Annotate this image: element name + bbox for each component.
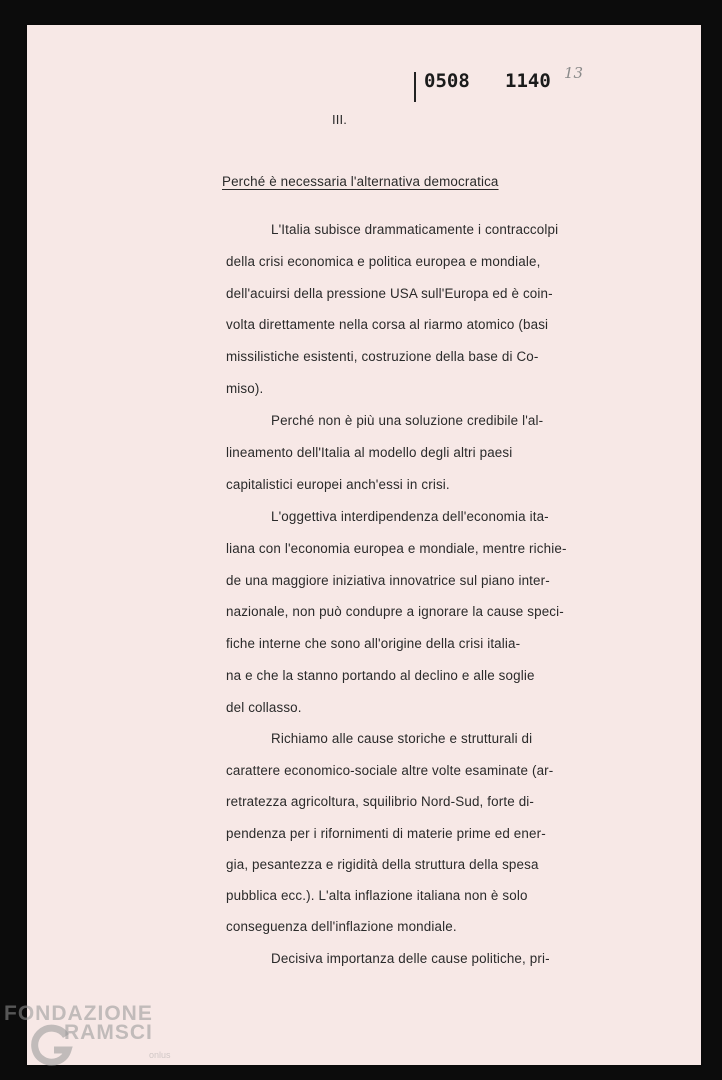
body-line: del collasso. — [226, 700, 302, 715]
body-line: na e che la stanno portando al declino e alle soglie — [226, 668, 535, 683]
body-line: liana con l'economia europea e mondiale, mentre richie- — [226, 541, 567, 556]
body-line: della crisi economica e politica europea e mondiale, — [226, 254, 541, 269]
body-line: gia, pesantezza e rigidità della struttura della spesa — [226, 857, 539, 872]
body-line: fiche interne che sono all'origine della crisi italia- — [226, 636, 521, 651]
body-line: nazionale, non può condupre a ignorare la cause speci- — [226, 604, 564, 619]
body-line: volta direttamente nella corsa al riarmo atomico (basi — [226, 317, 549, 332]
logo-text-line1: FONDAZIONE — [4, 1002, 153, 1025]
archive-stamp-number: 0508 — [424, 70, 470, 92]
body-line: L'Italia subisce drammaticamente i contraccolpi — [271, 222, 559, 237]
body-line: missilistiche esistenti, costruzione della base di Co- — [226, 349, 539, 364]
body-line: capitalistici europei anch'essi in crisi. — [226, 477, 450, 492]
body-line: lineamento dell'Italia al modello degli altri paesi — [226, 445, 513, 460]
body-line: Decisiva importanza delle cause politiche, pri- — [271, 951, 550, 966]
body-line: dell'acuirsi della pressione USA sull'Europa ed è coin- — [226, 286, 553, 301]
document-heading: Perché è necessaria l'alternativa democratica — [222, 174, 499, 189]
body-line: Richiamo alle cause storiche e strutturali di — [271, 731, 533, 746]
section-number: III. — [332, 112, 348, 127]
body-line: pubblica ecc.). L'alta inflazione italiana non è solo — [226, 888, 528, 903]
body-line: L'oggettiva interdipendenza dell'economia ita- — [271, 509, 549, 524]
logo-suffix: onlus — [149, 1050, 171, 1060]
body-line: miso). — [226, 381, 264, 396]
body-line: pendenza per i rifornimenti di materie prime ed ener- — [226, 826, 546, 841]
handwritten-note: 13 — [564, 64, 584, 82]
body-line: retratezza agricoltura, squilibrio Nord-Sud, forte di- — [226, 794, 535, 809]
archive-page-number: 1140 — [505, 70, 551, 92]
body-line: carattere economico-sociale altre volte esaminate (ar- — [226, 763, 554, 778]
logo-text-line2: RAMSCI — [64, 1021, 153, 1044]
body-line: conseguenza dell'inflazione mondiale. — [226, 919, 457, 934]
fondazione-gramsci-logo — [4, 1002, 204, 1080]
stamp-divider — [414, 72, 416, 102]
body-line: de una maggiore iniziativa innovatrice sul piano inter- — [226, 573, 550, 588]
body-line: Perché non è più una soluzione credibile l'al- — [271, 413, 544, 428]
